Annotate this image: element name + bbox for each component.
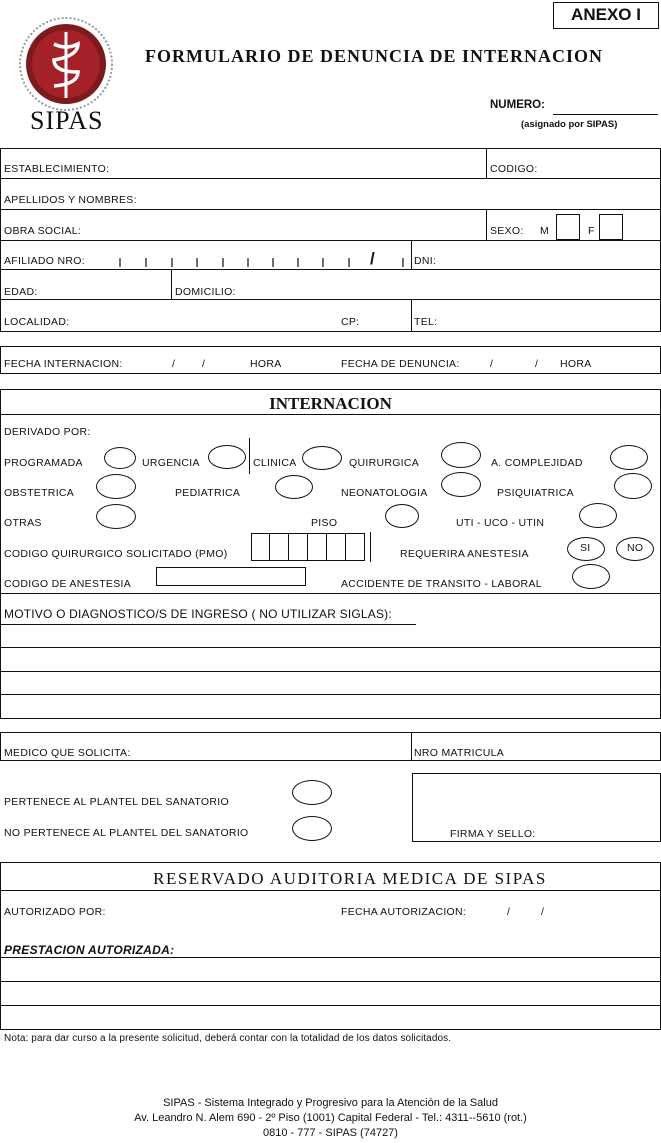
pediatrica-option[interactable] <box>275 475 313 499</box>
derivado-label: DERIVADO POR: <box>4 426 91 438</box>
internacion-title: INTERNACION <box>269 394 392 413</box>
cp-label: CP: <box>341 316 360 328</box>
obstetrica-option[interactable] <box>96 474 136 499</box>
firma-label: FIRMA Y SELLO: <box>450 828 536 840</box>
fecha-internacion-label: FECHA INTERNACION: <box>4 358 123 370</box>
alta-complejidad-label: A. COMPLEJIDAD <box>491 457 583 469</box>
motivo-underline <box>0 624 416 625</box>
programada-option[interactable] <box>104 447 136 469</box>
form-title: FORMULARIO DE DENUNCIA DE INTERNACION <box>145 46 604 66</box>
pertenece-option[interactable] <box>292 780 332 805</box>
quirurgica-option[interactable] <box>441 442 481 468</box>
hora2-label: HORA <box>560 358 592 370</box>
quirurgica-label: QUIRURGICA <box>349 457 420 469</box>
numero-note: (asignado por SIPAS) <box>521 119 618 130</box>
establecimiento-label: ESTABLECIMIENTO: <box>4 163 110 175</box>
domicilio-label: DOMICILIO: <box>175 286 236 298</box>
afiliado-slash: / <box>370 249 375 268</box>
nota-text: Nota: para dar curso a la presente solicitud, deberá contar con la totalidad de los datos solicitados. <box>4 1033 452 1044</box>
fecha-autorizacion-sep1: / <box>507 906 511 918</box>
sexo-label: SEXO: <box>490 225 524 237</box>
uti-option[interactable] <box>579 503 617 528</box>
brand-name: SIPAS <box>30 106 104 135</box>
pertenece-label: PERTENECE AL PLANTEL DEL SANATORIO <box>4 796 229 808</box>
sipas-logo <box>18 16 114 112</box>
fecha-internacion-sep1: / <box>172 358 176 370</box>
codigo-anestesia-field[interactable] <box>156 567 306 586</box>
anexo-label: ANEXO I <box>571 5 641 24</box>
localidad-label: LOCALIDAD: <box>4 316 70 328</box>
clinica-option[interactable] <box>302 446 342 470</box>
fecha-denuncia-label: FECHA DE DENUNCIA: <box>341 358 460 370</box>
psiquiatrica-label: PSIQUIATRICA <box>497 487 574 499</box>
codigo-label: CODIGO: <box>490 163 538 175</box>
uti-label: UTI - UCO - UTIN <box>456 517 545 529</box>
pediatrica-label: PEDIATRICA <box>175 487 241 499</box>
nro-matricula-label: NRO MATRICULA <box>414 747 505 759</box>
si-label: SI <box>580 542 591 554</box>
fecha-denuncia-sep2: / <box>535 358 539 370</box>
alta-complejidad-option[interactable] <box>610 445 648 470</box>
fecha-denuncia-sep1: / <box>490 358 494 370</box>
programada-label: PROGRAMADA <box>4 457 83 469</box>
edad-label: EDAD: <box>4 286 38 298</box>
auditoria-title: RESERVADO AUDITORIA MEDICA DE SIPAS <box>153 869 547 888</box>
medico-solicita-label: MEDICO QUE SOLICITA: <box>4 747 131 759</box>
fecha-autorizacion-sep2: / <box>541 906 545 918</box>
piso-option[interactable] <box>385 504 419 528</box>
sexo-f-checkbox[interactable] <box>599 214 623 240</box>
numero-line[interactable] <box>553 114 658 115</box>
numero-label: NUMERO: <box>490 99 545 111</box>
sexo-m-label: M <box>540 225 550 237</box>
afiliado-label: AFILIADO NRO: <box>4 255 85 267</box>
urgencia-label: URGENCIA <box>142 457 200 469</box>
neonatologia-option[interactable] <box>441 472 481 497</box>
otras-option[interactable] <box>96 504 136 529</box>
no-pertenece-label: NO PERTENECE AL PLANTEL DEL SANATORIO <box>4 827 249 839</box>
dni-label: DNI: <box>414 255 437 267</box>
tel-label: TEL: <box>414 316 438 328</box>
footer-line2: Av. Leandro N. Alem 690 - 2º Piso (1001) Capital Federal - Tel.: 4311--5610 (rot.) <box>134 1112 527 1124</box>
clinica-label: CLINICA <box>253 457 297 469</box>
sexo-m-checkbox[interactable] <box>556 214 580 240</box>
no-pertenece-option[interactable] <box>292 816 332 841</box>
prestacion-label: PRESTACION AUTORIZADA: <box>4 943 175 957</box>
requerira-label: REQUERIRA ANESTESIA <box>400 548 529 560</box>
apellidos-label: APELLIDOS Y NOMBRES: <box>4 194 137 206</box>
footer-line3: 0810 - 777 - SIPAS (74727) <box>263 1127 398 1139</box>
otras-label: OTRAS <box>4 517 42 529</box>
fecha-internacion-sep2: / <box>202 358 206 370</box>
afiliado-digit-ticks[interactable] <box>118 255 408 269</box>
neonatologia-label: NEONATOLOGIA <box>341 487 428 499</box>
motivo-label: MOTIVO O DIAGNOSTICO/S DE INGRESO ( NO UTILIZAR SIGLAS): <box>4 607 392 621</box>
autorizado-label: AUTORIZADO POR: <box>4 906 106 918</box>
psiquiatrica-option[interactable] <box>614 473 652 499</box>
fecha-autorizacion-label: FECHA AUTORIZACION: <box>341 906 467 918</box>
no-label: NO <box>627 542 644 554</box>
footer-line1: SIPAS - Sistema Integrado y Progresivo para la Atención de la Salud <box>163 1097 498 1109</box>
piso-label: PISO <box>311 517 338 529</box>
codigo-quirurgico-boxes[interactable] <box>251 533 365 561</box>
obra-social-label: OBRA SOCIAL: <box>4 225 82 237</box>
urgencia-option[interactable] <box>208 445 246 469</box>
codigo-anestesia-label: CODIGO DE ANESTESIA <box>4 578 132 590</box>
accidente-label: ACCIDENTE DE TRANSITO - LABORAL <box>341 578 542 590</box>
codigo-quirurgico-label: CODIGO QUIRURGICO SOLICITADO (PMO) <box>4 548 228 560</box>
sexo-f-label: F <box>588 225 595 237</box>
obstetrica-label: OBSTETRICA <box>4 487 75 499</box>
accidente-option[interactable] <box>572 564 610 589</box>
hora1-label: HORA <box>250 358 282 370</box>
